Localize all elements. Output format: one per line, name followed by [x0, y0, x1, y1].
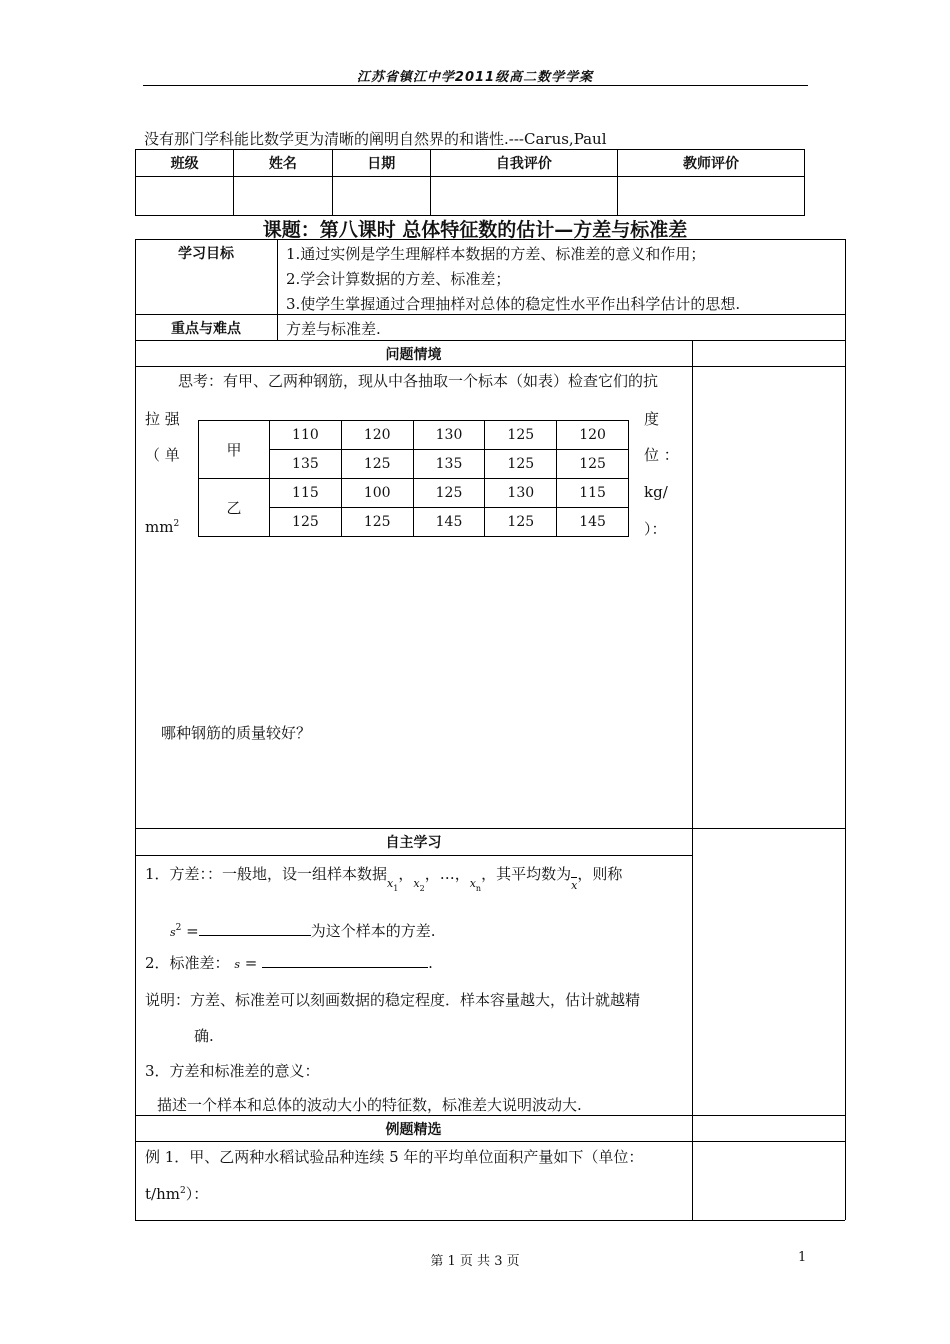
- x2-symbol: $x_2$: [413, 877, 425, 893]
- quote: 没有那门学科能比数学更为清晰的阐明自然界的和谐性.---Carus,Paul: [144, 130, 607, 148]
- s-symbol-std: s: [234, 958, 240, 971]
- s-symbol: s: [170, 926, 176, 939]
- info-header-teacher-eval: 教师评价: [617, 150, 804, 177]
- meaning-text: 描述一个样本和总体的波动大小的特征数，标准差大说明波动大.: [157, 1096, 582, 1114]
- header-rule: [143, 85, 808, 86]
- info-header-date: 日期: [332, 150, 430, 177]
- objective-2: 2.学会计算数据的方差、标准差；: [286, 270, 511, 288]
- table-cell: 125: [485, 450, 557, 479]
- variance-definition: 1．方差：：一般地，设一组样本数据$x_1$，$x_2$，…，$x_n$，其平均数为x，则称: [145, 865, 623, 893]
- page-number: 1: [798, 1250, 807, 1265]
- wrap-left-3: [145, 518, 179, 536]
- table-cell: 125: [557, 450, 629, 479]
- xn-symbol: $x_n$: [469, 877, 482, 893]
- problem-heading: 问题情境: [385, 347, 442, 363]
- xbar-symbol: x: [571, 879, 578, 892]
- wrap-right-4: ）：: [644, 520, 667, 538]
- info-cell-class[interactable]: [136, 177, 234, 216]
- key-points-text: 方差与标准差.: [286, 320, 381, 338]
- table-cell: 110: [270, 421, 342, 450]
- lesson-title: 课题：第八课时 总体特征数的估计—方差与标准差: [262, 219, 688, 241]
- table-cell: 100: [341, 479, 413, 508]
- page-header: 江苏省镇江中学2011级高二数学学案: [356, 70, 594, 85]
- table-cell: 145: [413, 508, 485, 537]
- info-header-name: 姓名: [234, 150, 332, 177]
- page-footer: 第 1 页 共 3 页: [430, 1254, 520, 1269]
- unit-sup: 2: [173, 519, 180, 529]
- note-line-1: 说明：方差、标准差可以刻画数据的稳定程度．样本容量越大，估计就越精: [145, 991, 641, 1009]
- table-cell: 125: [485, 421, 557, 450]
- wrap-left-1: 拉 强: [145, 410, 180, 428]
- wrap-right-3: kg/: [644, 483, 668, 501]
- key-points-label: 重点与难点: [171, 321, 241, 337]
- example-1-line-2: $t/hm^2$）：: [145, 1185, 209, 1203]
- wrap-left-2: （ 单: [145, 446, 180, 464]
- variance-formula: $s^2$ = 为这个样本的方差.: [170, 922, 436, 940]
- table-cell: 115: [270, 479, 342, 508]
- table-cell: 135: [413, 450, 485, 479]
- objective-3: 3.使学生掌握通过合理抽样对总体的稳定性水平作出科学估计的思想.: [286, 295, 741, 313]
- self-study-heading: 自主学习: [385, 835, 442, 851]
- wrap-right-2: 位 ：: [644, 446, 679, 464]
- table-cell: 125: [270, 508, 342, 537]
- table-cell: 125: [341, 508, 413, 537]
- example-1-line-1: 例 1．甲、乙两种水稻试验品种连续 5 年的平均单位面积产量如下（单位：: [145, 1148, 644, 1166]
- table-cell: 125: [413, 479, 485, 508]
- objectives-label: 学习目标: [178, 246, 234, 262]
- unit-mm: mm: [145, 518, 174, 536]
- info-cell-self-eval[interactable]: [430, 177, 617, 216]
- group-label-a: 甲: [199, 421, 270, 479]
- info-cell-date[interactable]: [332, 177, 430, 216]
- variance-prefix: 1．方差：：一般地，设一组样本数据: [145, 865, 388, 883]
- info-cell-name[interactable]: [234, 177, 332, 216]
- table-cell: 130: [485, 479, 557, 508]
- group-label-b: 乙: [199, 479, 270, 537]
- info-header-class: 班级: [136, 150, 234, 177]
- steel-data-table: [198, 420, 629, 537]
- table-cell: 145: [557, 508, 629, 537]
- wrap-right-1: 度: [644, 410, 660, 428]
- std-blank[interactable]: [262, 953, 428, 968]
- table-cell: 125: [341, 450, 413, 479]
- table-cell: 120: [341, 421, 413, 450]
- table-cell: 120: [557, 421, 629, 450]
- info-table: [135, 149, 805, 216]
- std-definition: 2．标准差： s = .: [145, 954, 433, 972]
- variance-blank[interactable]: [199, 921, 311, 936]
- x1-symbol: $x_1$: [387, 877, 399, 893]
- objective-1: 1.通过实例是学生理解样本数据的方差、标准差的意义和作用；: [286, 245, 706, 263]
- table-row: [199, 421, 629, 450]
- note-line-2: 确.: [194, 1027, 214, 1045]
- problem-question: 哪种钢筋的质量较好？: [161, 724, 312, 742]
- table-cell: 130: [413, 421, 485, 450]
- table-cell: 115: [557, 479, 629, 508]
- problem-intro: 思考：有甲、乙两种钢筋，现从中各抽取一个标本（如表）检查它们的抗: [178, 372, 659, 390]
- examples-heading: 例题精选: [385, 1122, 442, 1138]
- info-header-self-eval: 自我评价: [430, 150, 617, 177]
- meaning-heading: 3．方差和标准差的意义：: [145, 1062, 320, 1080]
- table-cell: 135: [270, 450, 342, 479]
- info-cell-teacher-eval[interactable]: [617, 177, 804, 216]
- table-cell: 125: [485, 508, 557, 537]
- table-row: [199, 479, 629, 508]
